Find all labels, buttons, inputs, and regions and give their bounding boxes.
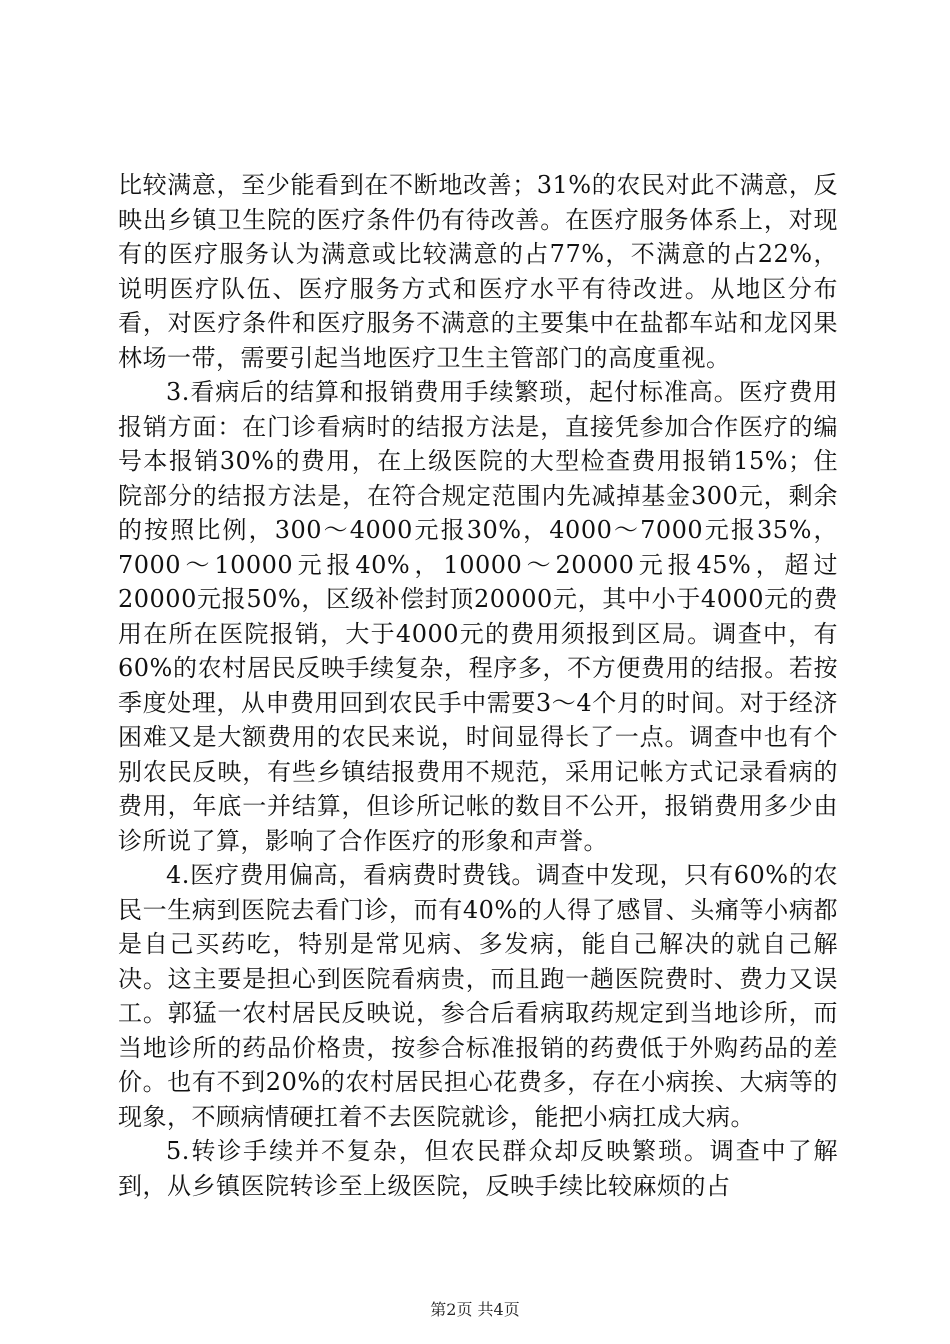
page-footer: 第2页 共4页 <box>430 1300 520 1319</box>
paragraph-2: 3.看病后的结算和报销费用手续繁琐，起付标准高。医疗费用报销方面：在门诊看病时的结报方法是，直接凭参加合作医疗的编号本报销30%的费用，在上级医院的大型检查费用报销15%；住院部分的结报方法是，在符合规定范围内先减掉基金300元，剩余的按照比例，300～4000元报30%，4000～7000元报35%，7000～10000元报40%，10000～20000元报45%，超过20000元报50%，区级补偿封顶20000元，其中小于4000元的费用在所在医院报销，大于4000元的费用须报到区局。调查中，有60%的农村居民反映手续复杂，程序多，不方便费用的结报。若按季度处理，从申费用回到农民手中需要3～4个月的时间。对于经济困难又是大额费用的农民来说，时间显得长了一点。调查中也有个别农民反映，有些乡镇结报费用不规范，采用记帐方式记录看病的费用，年底一并结算，但诊所记帐的数目不公开，报销费用多少由诊所说了算，影响了合作医疗的形象和声誉。 <box>118 378 838 855</box>
paragraph-1: 比较满意，至少能看到在不断地改善；31%的农民对此不满意，反映出乡镇卫生院的医疗条件仍有待改善。在医疗服务体系上，对现有的医疗服务认为满意或比较满意的占77%，不满意的占22%，说明医疗队伍、医疗服务方式和医疗水平有待改进。从地区分布看，对医疗条件和医疗服务不满意的主要集中在盐都车站和龙冈果林场一带，需要引起当地医疗卫生主管部门的高度重视。 <box>118 171 838 372</box>
paragraph-4: 5.转诊手续并不复杂，但农民群众却反映繁琐。调查中了解到，从乡镇医院转诊至上级医院，反映手续比较麻烦的占 <box>118 1137 838 1200</box>
document-body <box>118 168 838 1203</box>
paragraph-3: 4.医疗费用偏高，看病费时费钱。调查中发现，只有60%的农民一生病到医院去看门诊，而有40%的人得了感冒、头痛等小病都是自己买药吃，特别是常见病、多发病，能自己解决的就自己解决。这主要是担心到医院看病贵，而且跑一趟医院费时、费力又误工。郭猛一农村居民反映说，参合后看病取药规定到当地诊所，而当地诊所的药品价格贵，按参合标准报销的药费低于外购药品的差价。也有不到20%的农村居民担心花费多，存在小病挨、大病等的现象，不顾病情硬扛着不去医院就诊，能把小病扛成大病。 <box>118 861 838 1131</box>
